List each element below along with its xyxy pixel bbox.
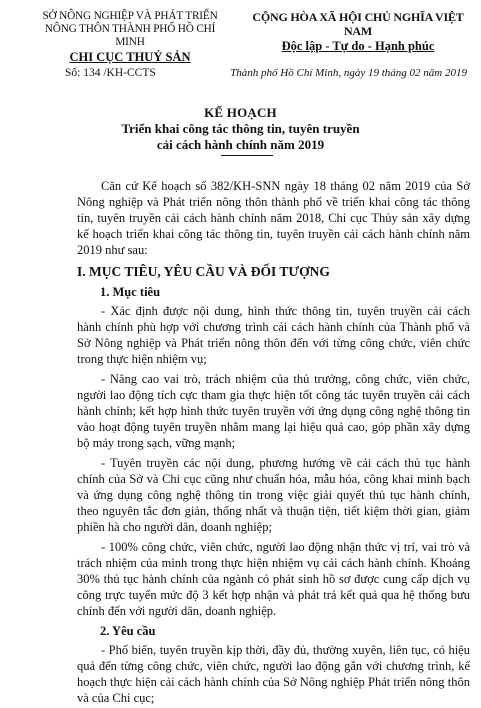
national-motto-block [240, 10, 476, 54]
agency-line-1: SỞ NÔNG NGHIỆP VÀ PHÁT TRIỂN [42, 10, 218, 22]
document-subject-line-2: cải cách hành chính năm 2019 [156, 137, 325, 152]
nation-motto: Độc lập - Tự do - Hạnh phúc [281, 39, 435, 53]
agency-line-2: NÔNG THÔN THÀNH PHỐ HỒ CHÍ MINH [44, 23, 216, 48]
intro-paragraph: Căn cứ Kế hoạch số 382/KH-SNN ngày 18 tháng 02 năm 2019 của Sở Nông nghiệp và Phát triển nông thôn thành phố về triển khai công tác thông tin, tuyên truyền cải cách hành chính năm 2018, Chi cục Thủy sản xây dựng kế hoạch triển khai công tác thông tin, tuyên truyền cải cách hành chính năm 2019 như sau: [77, 179, 470, 257]
subsection-heading-requirements: 2. Yêu cầu [100, 624, 156, 638]
goal-paragraph: - Tuyên truyền các nội dung, phương hướng về cải cách thủ tục hành chính của Sở và Chi cục cũng như chuẩn hóa, mẫu hóa, công khai minh bạch và ứng dụng công nghệ thông tin trong việc giải quyết thủ tục hành chính, theo nguyên tắc đơn giản, thống nhất và thuận tiện, tiết kiệm thời gian, giảm phiền hà cho người dân, doanh nghiệp; [77, 456, 470, 534]
requirement-paragraph: - Phổ biến, tuyên truyền kịp thời, đầy đủ, thường xuyên, liên tục, có hiệu quả đến từng công chức, viên chức, người lao động gắn với chương trình, kế hoạch thực hiện cải cách hành chính của Sở Nông nghiệp Phát triển nông thôn và của Chi cục; [77, 643, 470, 705]
goal-paragraph: - Nâng cao vai trò, trách nhiệm của thủ trưởng, công chức, viên chức, người lao động tích cực tham gia thực hiện tốt công tác tuyên truyền cải cách hành chính; kết hợp hình thức tuyên truyền với ứng dụng công nghệ thông tin vào hoạt động tuyên truyền nhằm mang lại hiệu quả cao, góp phần xây dựng bộ máy trong sạch, vững mạnh; [77, 372, 470, 450]
document-body [77, 178, 470, 706]
subsection-heading-goals: 1. Mục tiêu [100, 285, 161, 299]
nation-name: CỘNG HÒA XÃ HỘI CHỦ NGHĨA VIỆT NAM [252, 10, 464, 38]
title-underline [221, 155, 273, 156]
section-heading: I. MỤC TIÊU, YÊU CẦU VÀ ĐỐI TƯỢNG [77, 264, 330, 279]
agency-name: CHI CỤC THUỶ SẢN [69, 50, 191, 64]
document-number: Số: 134 /KH-CCTS [65, 67, 156, 79]
issuing-agency-block [30, 10, 230, 65]
goal-paragraph: - Xác định được nội dung, hình thức thông tin, tuyên truyền cải cách hành chính phù hợp với chương trình cải cách hành chính của Thành phố và Sở Nông nghiệp và Phát triển nông thôn đến với từng công chức, viên chức trong thực hiện nhiệm vụ; [77, 304, 470, 366]
document-type-title: KẾ HOẠCH [204, 105, 277, 120]
document-date: Thành phố Hồ Chí Minh, ngày 19 tháng 02 năm 2019 [230, 67, 467, 79]
goal-paragraph: - 100% công chức, viên chức, người lao động nhận thức vị trí, vai trò và trách nhiệm của mình trong thực hiện nhiệm vụ cải cách hành chính. Khoảng 30% thủ tục hành chính của ngành có phát sinh hồ sơ được cung cấp dịch vụ công trực tuyến mức độ 3 kết hợp nhận và phát trả kết quả qua hệ thống bưu chính đến với người dân, doanh nghiệp. [77, 540, 470, 618]
document-subject-line-1: Triển khai công tác thông tin, tuyên truyền [121, 121, 360, 136]
